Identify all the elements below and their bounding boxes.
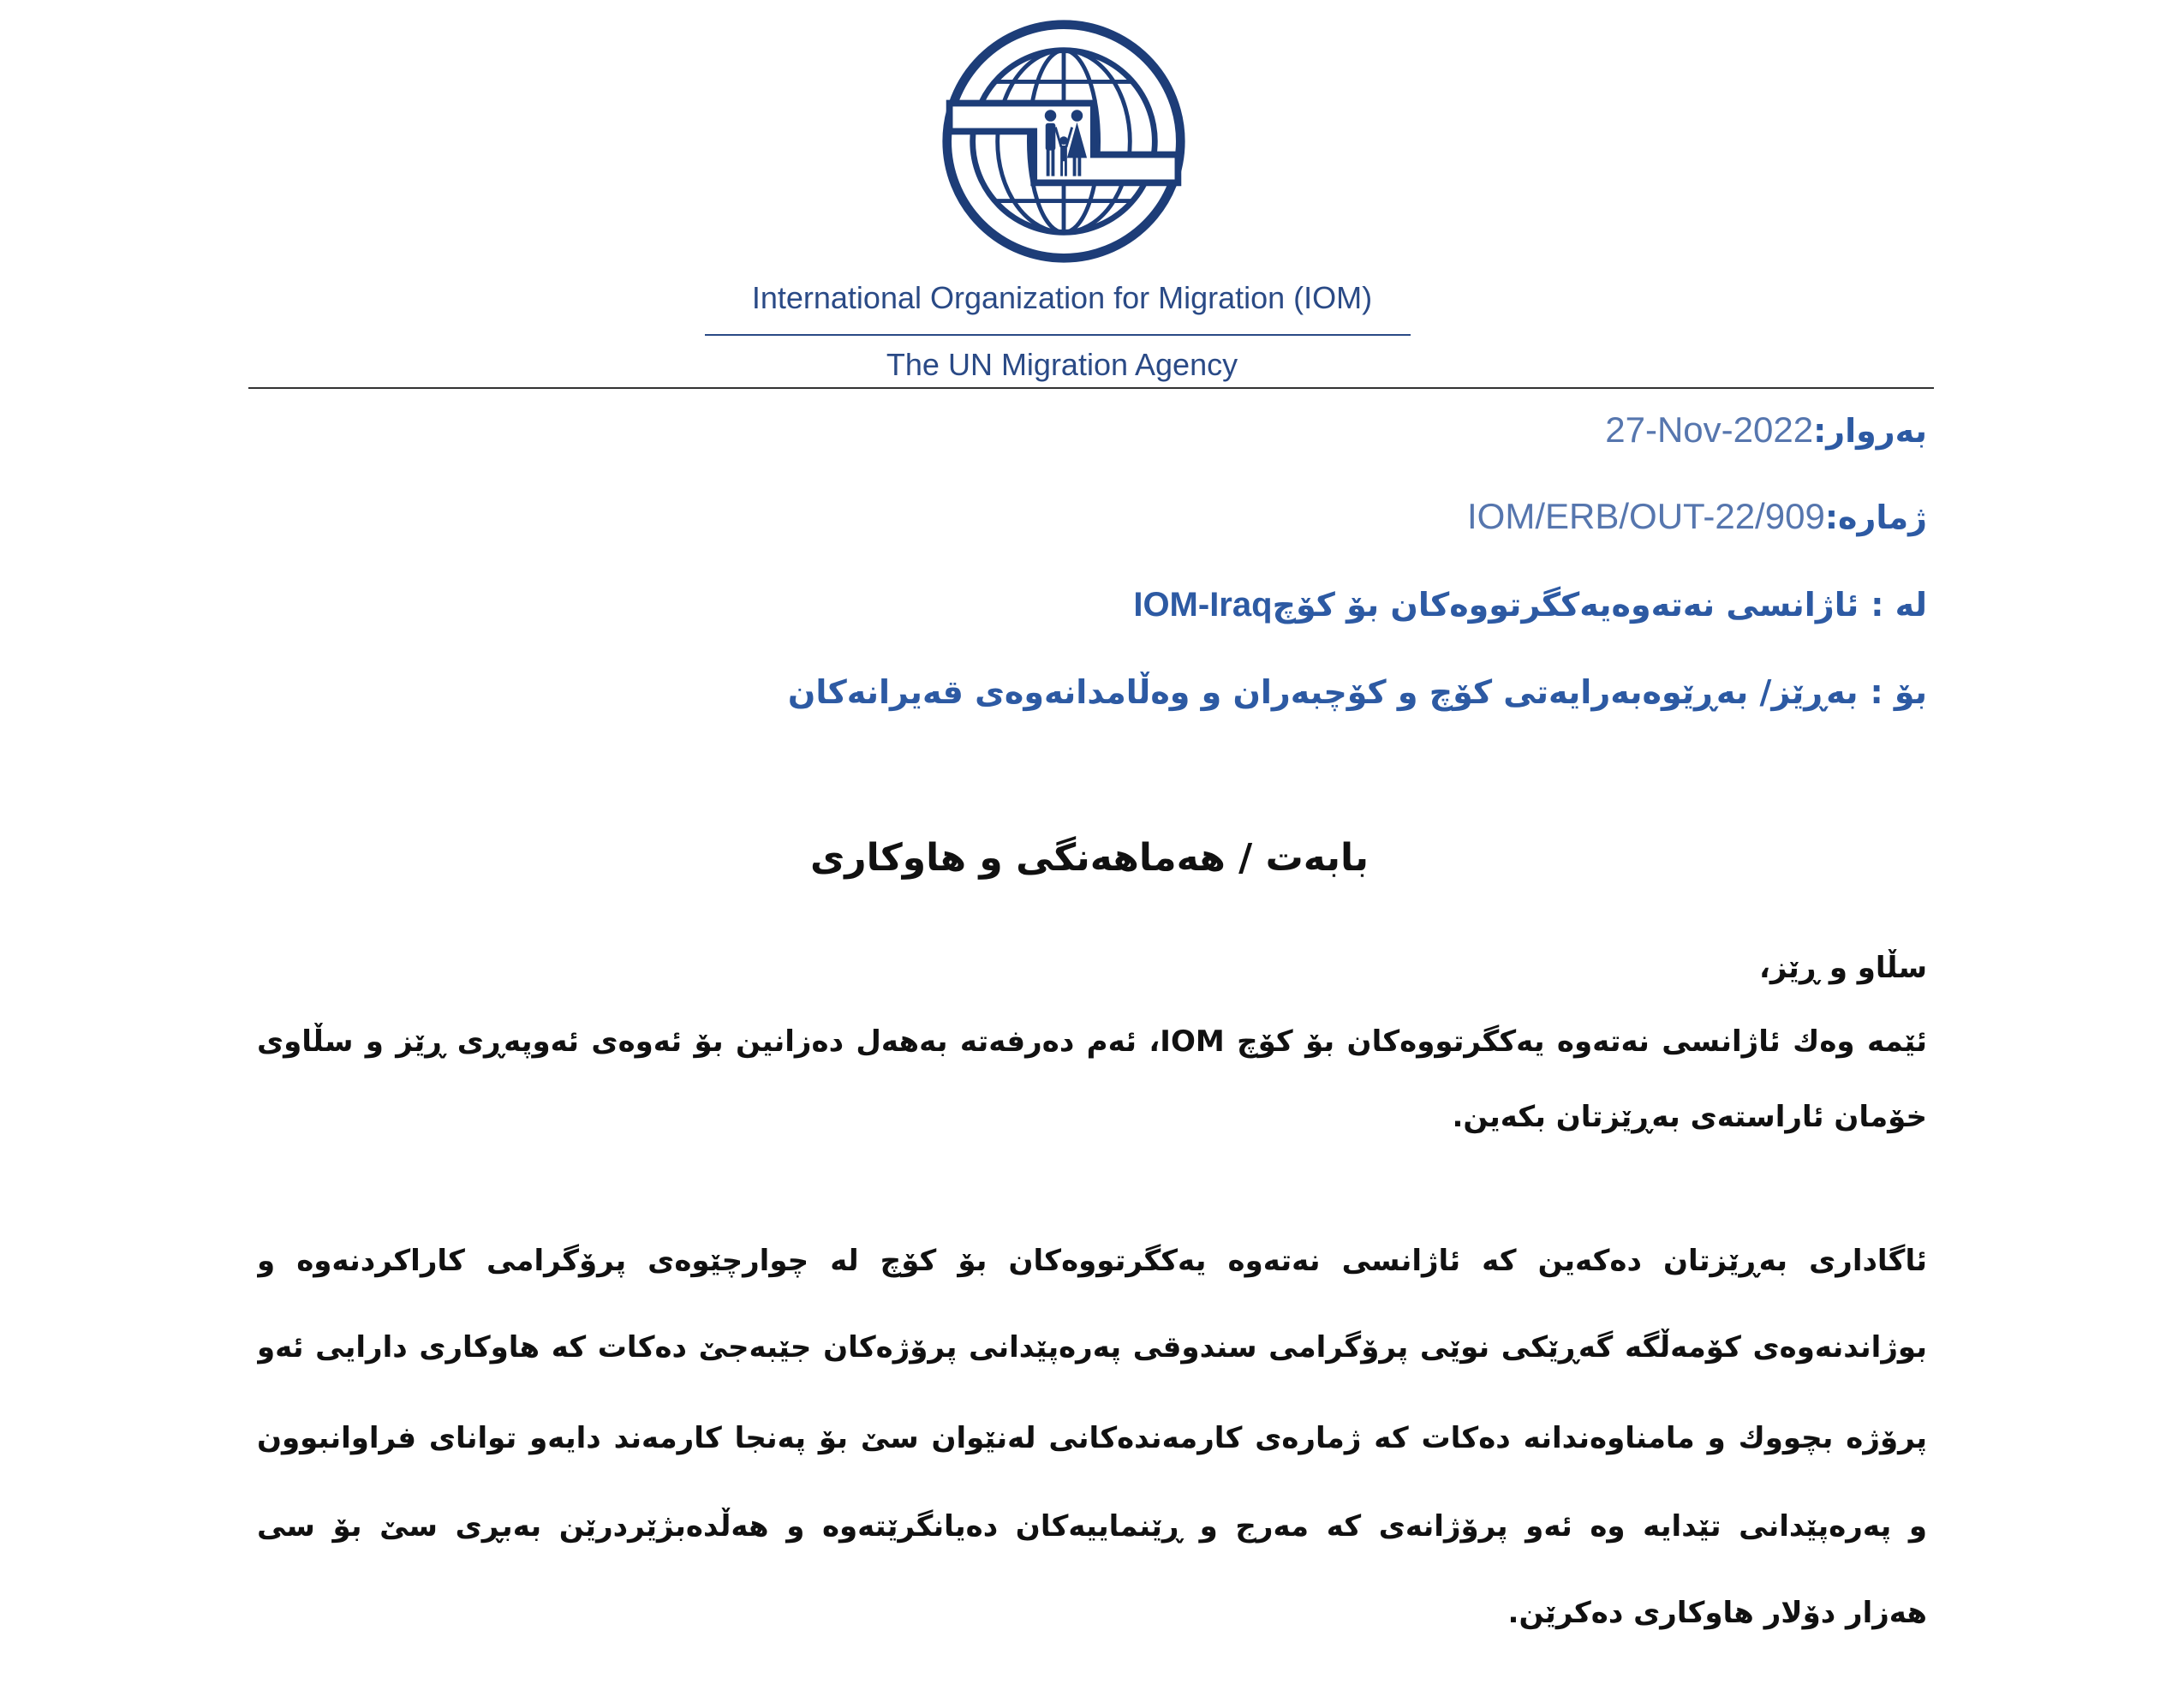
paragraph-2-line: ئاگاداری بەڕێزتان دەکەین کە ئاژانسی نەتەوە یەکگرتووەکان بۆ کۆچ لە چوارچێوەی پرۆگرامی کاراکردنەوە و [257,1244,1927,1278]
logo-woman-head [1071,110,1083,122]
org-name-underline [705,334,1411,336]
reference-number-line [257,491,1927,542]
number-label: ژمارە: [1824,499,1927,536]
header-rule [248,387,1934,389]
logo-child-leg-right [1065,160,1067,176]
paragraph-2-line: و پەرەپێدانی تێدایە وە ئەو پرۆژانەی کە مەرج و ڕێنماییەکان دەیانگرێتەوە و هەڵدەبژێردرێن بەبڕی سێ بۆ سی [257,1509,1927,1544]
logo-man-head [1045,110,1057,122]
from-label: لە : [1871,586,1927,624]
from-value: ئاژانسی نەتەوەیەکگرتووەکان بۆ کۆچ [1272,586,1859,624]
date-line [257,404,1927,456]
number-value: IOM/ERB/OUT-22/909 [1467,496,1825,536]
subject-heading: بابەت / هەماهەنگی و هاوکاری [809,836,1369,880]
iom-logo [940,17,1188,266]
logo-child-leg-left [1060,160,1063,176]
paragraph-2-line: بوژاندنەوەی کۆمەڵگە گەڕێکی نوێی پرۆگرامی سندوقی پەرەپێدانی پرۆژەکان جێبەجێ دەکات کە هاوکاری دارایی ئەو [257,1330,1927,1365]
greeting: سڵاو و ڕێز، [1758,951,1927,985]
date-value: 27-Nov-2022 [1605,409,1814,450]
logo-man-body [1046,123,1056,151]
logo-man-leg-right [1052,150,1055,176]
paragraph-2-line: هەزار دۆلار هاوکاری دەکرێن. [1507,1596,1927,1630]
paragraph-2-line: پرۆژە بچووك و مامناوەندانە دەکات کە ژمارەی کارمەندەکانی لەنێوان سێ بۆ پەنجا کارمەند دایەو توانای فراوانبوون [257,1421,1927,1455]
date-label: بەروار: [1813,412,1927,450]
logo-woman-leg-left [1073,156,1077,176]
to-label: بۆ : [1870,673,1927,711]
to-value: بەڕێز/ بەڕێوەبەرایەتی کۆچ و کۆچبەران و وەڵامدانەوەی قەیرانەکان [787,673,1859,711]
org-tagline: The UN Migration Agency [886,347,1238,382]
from-code: IOM-Iraq [1133,586,1273,624]
logo-woman-leg-right [1077,156,1081,176]
paragraph-1-line: خۆمان ئاراستەی بەڕێزتان بکەین. [1452,1100,1927,1134]
org-name: International Organization for Migration (IOM) [751,280,1373,315]
to-line [257,666,1927,718]
paragraph-1-line: ئێمە وەك ئاژانسی نەتەوە یەکگرتووەکان بۆ کۆچ IOM، ئەم دەرفەتە بەهەل دەزانین بۆ ئەوەی ئەوپەڕی ڕێز و سڵاوی [257,1024,1927,1059]
logo-child-body [1060,146,1067,161]
logo-man-leg-left [1047,150,1050,176]
from-line [257,579,1927,630]
